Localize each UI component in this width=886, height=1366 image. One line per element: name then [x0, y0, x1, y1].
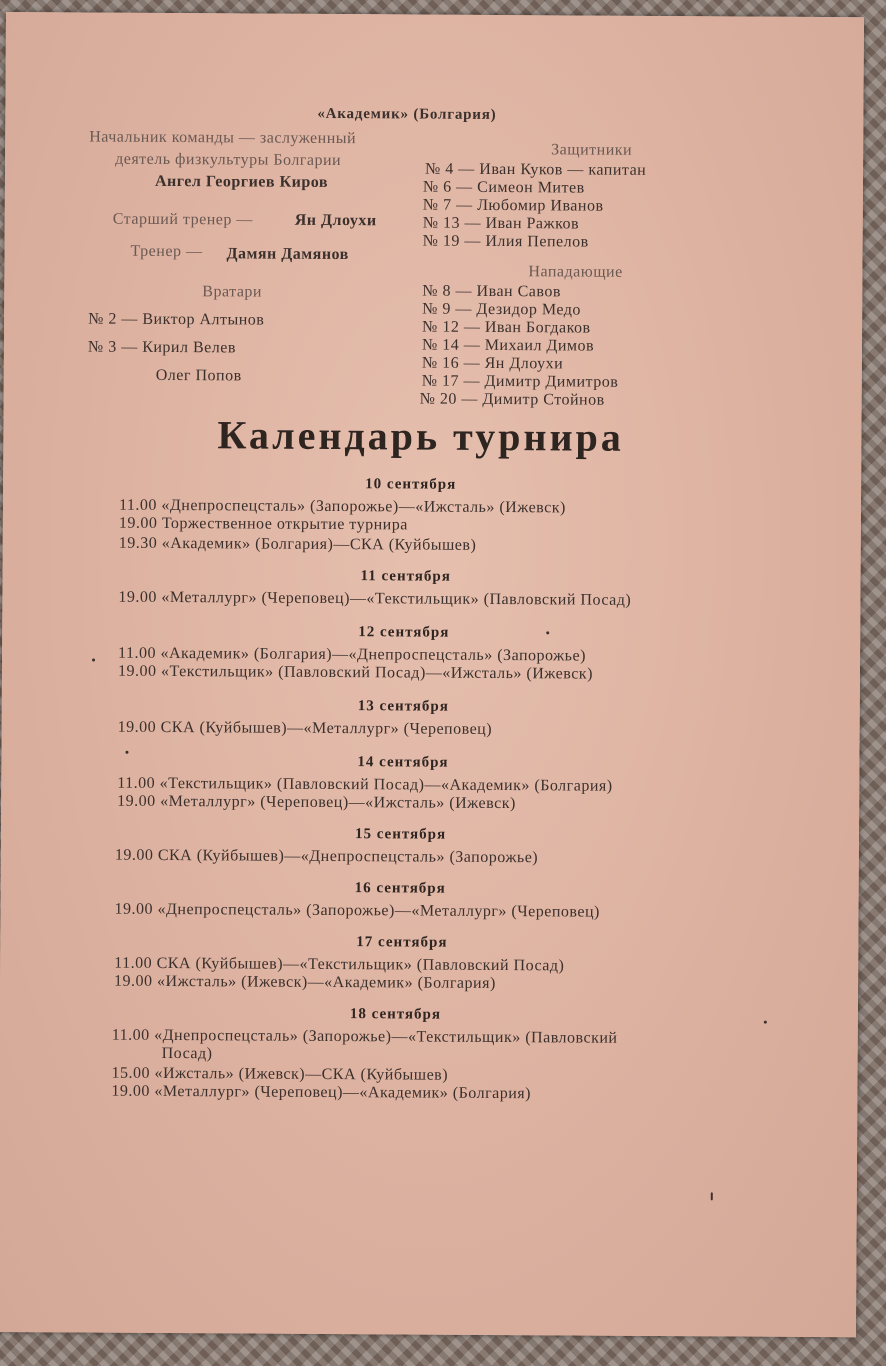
print-speck: [92, 659, 95, 662]
game-line: Посад): [161, 1044, 213, 1063]
defender-item: № 13 — Иван Ражков: [422, 214, 580, 233]
forward-item: № 17 — Димитр Димитров: [421, 372, 619, 391]
day-date: 11 сентября: [360, 568, 451, 585]
forward-item: № 8 — Иван Савов: [422, 282, 561, 301]
goalkeeper-item: № 2 — Виктор Алтынов: [88, 310, 265, 329]
print-speck: [125, 751, 128, 754]
forwards-heading: Нападающие: [528, 263, 623, 281]
chief-line-2: деятель физкультуры Болгарии: [115, 150, 342, 170]
game-line: 19.00 Торжественное открытие турнира: [118, 514, 408, 534]
forward-item: № 20 — Димитр Стойнов: [419, 390, 605, 409]
game-line: 19.00 СКА (Куйбышев)—«Днепроспецсталь» (Запорожье): [114, 846, 539, 867]
game-line: 11.00 СКА (Куйбышев)—«Текстильщик» (Павловский Посад): [114, 954, 565, 975]
game-line: 11.00 «Днепроспецсталь» (Запорожье)—«Текстильщик» (Павловский: [111, 1026, 618, 1047]
game-line: 19.00 «Ижсталь» (Ижевск)—«Академик» (Болгария): [114, 972, 496, 993]
game-line: 11.00 «Академик» (Болгария)—«Днепроспецсталь» (Запорожье): [118, 644, 586, 665]
print-speck: [764, 1021, 767, 1024]
game-line: 19.00 «Металлург» (Череповец)—«Текстильщик» (Павловский Посад): [118, 588, 632, 609]
game-line: 19.00 СКА (Куйбышев)—«Металлург» (Череповец): [117, 718, 493, 738]
senior-coach-label: Старший тренер —: [112, 210, 253, 229]
game-line: 19.30 «Академик» (Болгария)—СКА (Куйбышев): [118, 534, 477, 554]
game-line: 19.00 «Текстильщик» (Павловский Посад)—«Ижсталь» (Ижевск): [117, 662, 593, 683]
day-date: 17 сентября: [356, 934, 448, 951]
day-date: 16 сентября: [354, 880, 446, 897]
program-page: [0, 12, 864, 1337]
coach-label: Тренер —: [130, 242, 203, 261]
defenders-heading: Защитники: [551, 141, 633, 159]
game-line: 19.00 «Днепроспецсталь» (Запорожье)—«Металлург» (Череповец): [114, 900, 600, 921]
goalkeeper-item: № 3 — Кирил Велев: [87, 338, 236, 357]
game-line: 11.00 «Текстильщик» (Павловский Посад)—«Академик» (Болгария): [117, 774, 613, 795]
team-header: «Академик» (Болгария): [317, 105, 497, 123]
defender-item: № 19 — Илия Пепелов: [422, 232, 589, 251]
forward-item: № 9 — Дезидор Медо: [422, 300, 581, 319]
day-date: 15 сентября: [354, 826, 447, 843]
chief-line-1: Начальник команды — заслуженный: [89, 128, 357, 148]
game-line: 19.00 «Металлург» (Череповец)—«Ижсталь» (Ижевск): [117, 792, 516, 813]
day-date: 12 сентября: [358, 624, 450, 641]
game-line: 15.00 «Ижсталь» (Ижевск)—СКА (Куйбышев): [111, 1064, 449, 1084]
goalkeepers-heading: Вратари: [202, 283, 263, 301]
day-date: 18 сентября: [349, 1006, 442, 1023]
chief-name: Ангел Георгиев Киров: [154, 172, 329, 191]
defender-item: № 7 — Любомир Иванов: [422, 196, 604, 215]
print-speck: [546, 631, 549, 634]
game-line: 11.00 «Днепроспецсталь» (Запорожье)—«Ижсталь» (Ижевск): [118, 496, 566, 517]
forward-item: № 16 — Ян Длоухи: [421, 354, 564, 373]
day-date: 14 сентября: [357, 754, 449, 771]
coach-name: Дамян Дамянов: [226, 245, 349, 264]
game-line: 19.00 «Металлург» (Череповец)—«Академик» (Болгария): [111, 1082, 532, 1103]
goalkeeper-item: Олег Попов: [155, 366, 242, 385]
forward-item: № 12 — Иван Богдаков: [422, 318, 591, 337]
day-date: 13 сентября: [357, 698, 449, 715]
forward-item: № 14 — Михаил Димов: [421, 336, 595, 355]
defender-item: № 4 — Иван Куков — капитан: [424, 160, 647, 179]
calendar-title: Календарь турнира: [217, 412, 624, 460]
print-speck: [711, 1192, 713, 1200]
senior-coach-name: Ян Длоухи: [294, 211, 377, 230]
defender-item: № 6 — Симеон Митев: [422, 178, 585, 197]
day-date: 10 сентября: [365, 476, 457, 493]
